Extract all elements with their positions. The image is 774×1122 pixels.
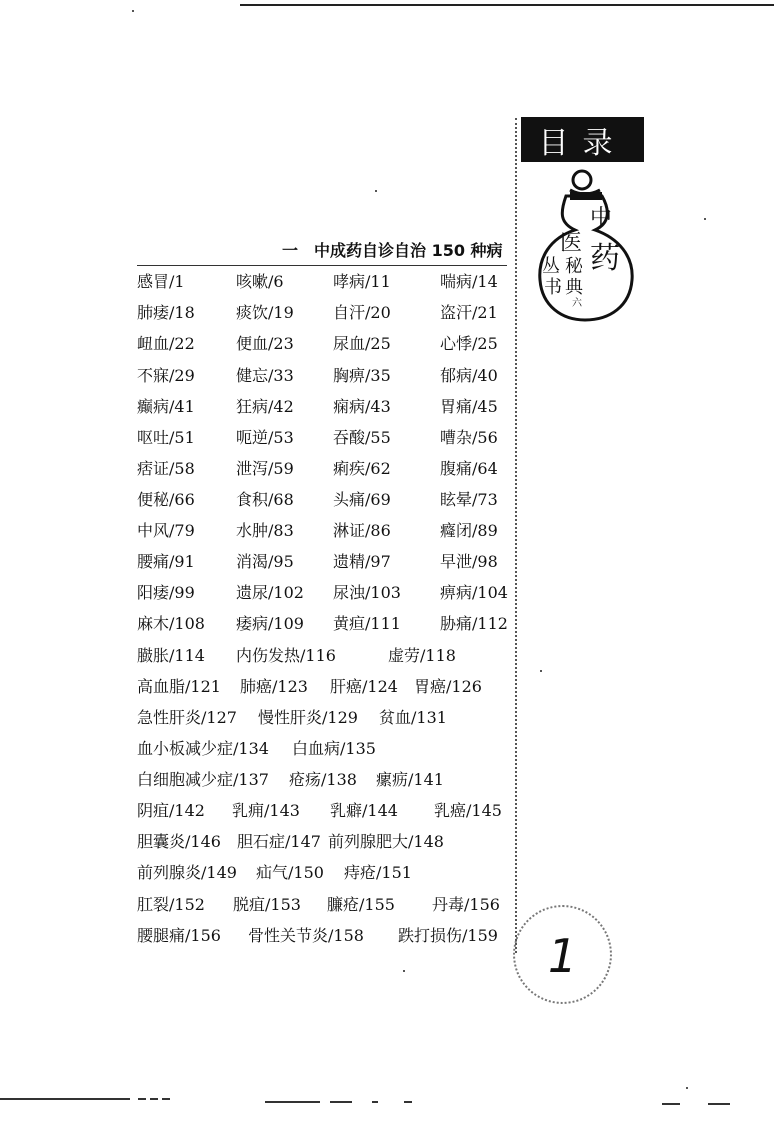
toc-entry: 疮疡/138 — [289, 770, 357, 789]
toc-entry: 淋证/86 — [333, 521, 391, 540]
toc-entry: 呃逆/53 — [236, 428, 294, 447]
scan-speck — [132, 10, 134, 12]
bottom-rule — [662, 1103, 680, 1105]
toc-entry: 不寐/29 — [137, 366, 195, 385]
bottom-rule — [372, 1101, 378, 1103]
toc-entry: 咳嗽/6 — [236, 272, 284, 291]
scan-speck — [403, 970, 405, 972]
toc-entry: 白细胞减少症/137 — [137, 770, 269, 789]
bottom-rule — [150, 1098, 158, 1100]
scan-speck — [686, 1087, 688, 1089]
toc-entry: 遗尿/102 — [236, 583, 304, 602]
toc-entry: 健忘/33 — [236, 366, 294, 385]
toc-entry: 黄疸/111 — [333, 614, 401, 633]
toc-entry: 水肿/83 — [236, 521, 294, 540]
bottom-rule — [0, 1098, 130, 1100]
scan-speck — [375, 190, 377, 192]
toc-entry: 痿病/109 — [236, 614, 304, 633]
toc-entry: 眩晕/73 — [440, 490, 498, 509]
toc-entry: 痹病/104 — [440, 583, 508, 602]
toc-entry: 胁痛/112 — [440, 614, 508, 633]
toc-entry: 痰饮/19 — [236, 303, 294, 322]
toc-entry: 呕吐/51 — [137, 428, 195, 447]
toc-entry: 泄泻/59 — [236, 459, 294, 478]
toc-entry: 脱疽/153 — [233, 895, 301, 914]
toc-entry: 食积/68 — [236, 490, 294, 509]
toc-entry: 阳痿/99 — [137, 583, 195, 602]
toc-entry: 胆囊炎/146 — [137, 832, 221, 851]
toc-entry: 阴疽/142 — [137, 801, 205, 820]
toc-entry: 贫血/131 — [379, 708, 447, 727]
top-rule — [240, 4, 774, 6]
toc-entry: 胸痹/35 — [333, 366, 391, 385]
toc-entry: 血小板减少症/134 — [137, 739, 269, 758]
bottom-rule — [330, 1101, 352, 1103]
toc-entry: 前列腺炎/149 — [137, 863, 237, 882]
toc-entry: 臌胀/114 — [137, 646, 205, 665]
toc-entry: 狂病/42 — [236, 397, 294, 416]
toc-entry: 虚劳/118 — [388, 646, 456, 665]
toc-entry: 感冒/1 — [137, 272, 185, 291]
page-title: 目录 — [521, 117, 644, 162]
logo-char: 丛 — [542, 256, 560, 277]
toc-entry: 疝气/150 — [256, 863, 324, 882]
logo-char: 药 — [590, 241, 620, 276]
toc-entry: 胃癌/126 — [414, 677, 482, 696]
toc-entry: 白血病/135 — [292, 739, 376, 758]
logo-char: 中 — [590, 206, 613, 231]
toc-entry: 肺痿/18 — [137, 303, 195, 322]
toc-entry: 盗汗/21 — [440, 303, 498, 322]
toc-entry: 腰腿痛/156 — [137, 926, 221, 945]
section-rule — [137, 265, 507, 266]
toc-entry: 中风/79 — [137, 521, 195, 540]
logo-char: 医 — [560, 231, 583, 256]
toc-entry: 前列腺肥大/148 — [328, 832, 444, 851]
toc-entry: 肛裂/152 — [137, 895, 205, 914]
toc-entry: 骨性关节炎/158 — [248, 926, 364, 945]
toc-entry: 消渴/95 — [236, 552, 294, 571]
gourd-logo — [530, 168, 640, 328]
bottom-rule — [265, 1101, 320, 1103]
bottom-rule — [708, 1103, 730, 1105]
toc-entry: 便秘/66 — [137, 490, 195, 509]
toc-entry: 遗精/97 — [333, 552, 391, 571]
page-number: 1 — [547, 929, 578, 983]
toc-entry: 癫病/41 — [137, 397, 195, 416]
toc-entry: 胃痛/45 — [440, 397, 498, 416]
logo-char: 书 — [544, 277, 562, 298]
toc-entry: 肺癌/123 — [240, 677, 308, 696]
toc-entry: 乳痈/143 — [232, 801, 300, 820]
toc-entry: 哮病/11 — [333, 272, 391, 291]
toc-entry: 乳癌/145 — [434, 801, 502, 820]
bottom-rule — [162, 1098, 170, 1100]
toc-entry: 肝癌/124 — [330, 677, 398, 696]
logo-char: 典 — [565, 277, 583, 298]
toc-entry: 急性肝炎/127 — [137, 708, 237, 727]
toc-entry: 头痛/69 — [333, 490, 391, 509]
toc-entry: 慢性肝炎/129 — [258, 708, 358, 727]
toc-entry: 乳癖/144 — [330, 801, 398, 820]
toc-entry: 吞酸/55 — [333, 428, 391, 447]
toc-entry: 喘病/14 — [440, 272, 498, 291]
toc-entry: 尿浊/103 — [333, 583, 401, 602]
toc-entry: 痫病/43 — [333, 397, 391, 416]
toc-entry: 内伤发热/116 — [236, 646, 336, 665]
section-heading: 一 中成药自诊自治 150 种病 — [282, 241, 503, 260]
page-number-badge — [513, 905, 612, 1004]
scan-speck — [540, 670, 542, 672]
logo-char: 六 — [572, 298, 582, 309]
toc-entry: 尿血/25 — [333, 334, 391, 353]
toc-entry: 丹毒/156 — [432, 895, 500, 914]
toc-entry: 腹痛/64 — [440, 459, 498, 478]
toc-entry: 嘈杂/56 — [440, 428, 498, 447]
toc-entry: 高血脂/121 — [137, 677, 221, 696]
toc-entry: 痢疾/62 — [333, 459, 391, 478]
margin-dotted-line — [515, 118, 517, 953]
toc-entry: 癃闭/89 — [440, 521, 498, 540]
toc-entry: 便血/23 — [236, 334, 294, 353]
bottom-rule — [138, 1098, 146, 1100]
toc-entry: 衄血/22 — [137, 334, 195, 353]
toc-entry: 瘰疬/141 — [376, 770, 444, 789]
toc-entry: 郁病/40 — [440, 366, 498, 385]
toc-entry: 痔疮/151 — [344, 863, 412, 882]
bottom-rule — [404, 1101, 412, 1103]
toc-entry: 自汗/20 — [333, 303, 391, 322]
toc-entry: 臁疮/155 — [327, 895, 395, 914]
toc-entry: 心悸/25 — [440, 334, 498, 353]
scan-speck — [704, 218, 706, 220]
toc-entry: 麻木/108 — [137, 614, 205, 633]
toc-entry: 腰痛/91 — [137, 552, 195, 571]
toc-entry: 早泄/98 — [440, 552, 498, 571]
toc-entry: 痞证/58 — [137, 459, 195, 478]
toc-entry: 胆石症/147 — [237, 832, 321, 851]
logo-char: 秘 — [565, 256, 583, 277]
toc-entry: 跌打损伤/159 — [398, 926, 498, 945]
